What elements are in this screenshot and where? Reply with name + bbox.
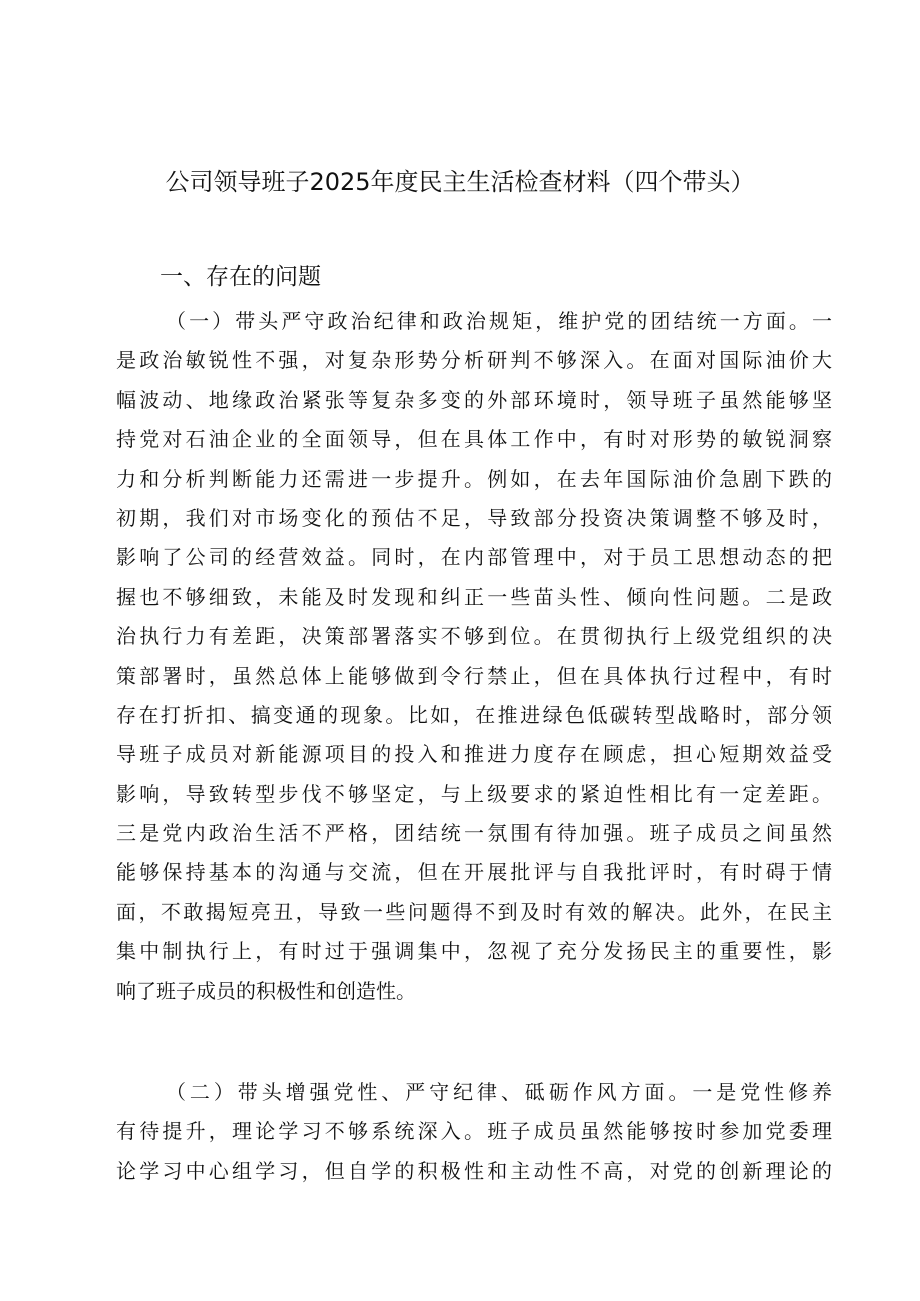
paragraph-line: 持党对石油企业的全面领导，但在具体工作中，有时对形势的敏锐洞察 (116, 427, 832, 452)
paragraph-line: 治执行力有差距，决策部署落实不够到位。在贯彻执行上级党组织的决 (116, 624, 832, 649)
paragraph-2 (116, 1073, 832, 1191)
paragraph-line: 面，不敢揭短亮丑，导致一些问题得不到及时有效的解决。此外，在民主 (116, 899, 832, 924)
paragraph-line: 能够保持基本的沟通与交流，但在开展批评与自我批评时，有时碍于情 (116, 860, 832, 885)
paragraph-line: 力和分析判断能力还需进一步提升。例如，在去年国际油价急剧下跌的 (116, 466, 832, 491)
paragraph-line: （一）带头严守政治纪律和政治规矩，维护党的团结统一方面。一 (166, 309, 832, 333)
paragraph-line: 三是党内政治生活不严格，团结统一氛围有待加强。班子成员之间虽然 (116, 821, 832, 846)
paragraph-line: 握也不够细致，未能及时发现和纠正一些苗头性、倾向性问题。二是政 (116, 584, 832, 609)
paragraph-1 (116, 302, 832, 1011)
paragraph-line: 初期，我们对市场变化的预估不足，导致部分投资决策调整不够及时， (116, 505, 832, 530)
paragraph-line: 响了班子成员的积极性和创造性。 (116, 978, 416, 1003)
paragraph-line: 导班子成员对新能源项目的投入和推进力度存在顾虑，担心短期效益受 (116, 742, 832, 767)
paragraph-line: 是政治敏锐性不强，对复杂形势分析研判不够深入。在面对国际油价大 (116, 348, 832, 373)
section-heading: 一、存在的问题 (160, 264, 321, 290)
paragraph-line: 论学习中心组学习，但自学的积极性和主动性不高，对党的创新理论的 (116, 1158, 832, 1183)
paragraph-line: 存在打折扣、搞变通的现象。比如，在推进绿色低碳转型战略时，部分领 (116, 702, 832, 727)
paragraph-line: 策部署时，虽然总体上能够做到令行禁止，但在具体执行过程中，有时 (116, 663, 832, 688)
paragraph-line: （二）带头增强党性、严守纪律、砥砺作风方面。一是党性修养 (166, 1080, 832, 1104)
paragraph-line: 集中制执行上，有时过于强调集中，忽视了充分发扬民主的重要性，影 (116, 939, 832, 964)
document-title: 公司领导班子2025年度民主生活检查材料（四个带头） (165, 168, 755, 196)
paragraph-line: 影响了公司的经营效益。同时，在内部管理中，对于员工思想动态的把 (116, 545, 832, 570)
paragraph-line: 影响，导致转型步伐不够坚定，与上级要求的紧迫性相比有一定差距。 (116, 781, 832, 806)
paragraph-line: 有待提升，理论学习不够系统深入。班子成员虽然能够按时参加党委理 (116, 1119, 832, 1144)
paragraph-line: 幅波动、地缘政治紧张等复杂多变的外部环境时，领导班子虽然能够坚 (116, 387, 832, 412)
